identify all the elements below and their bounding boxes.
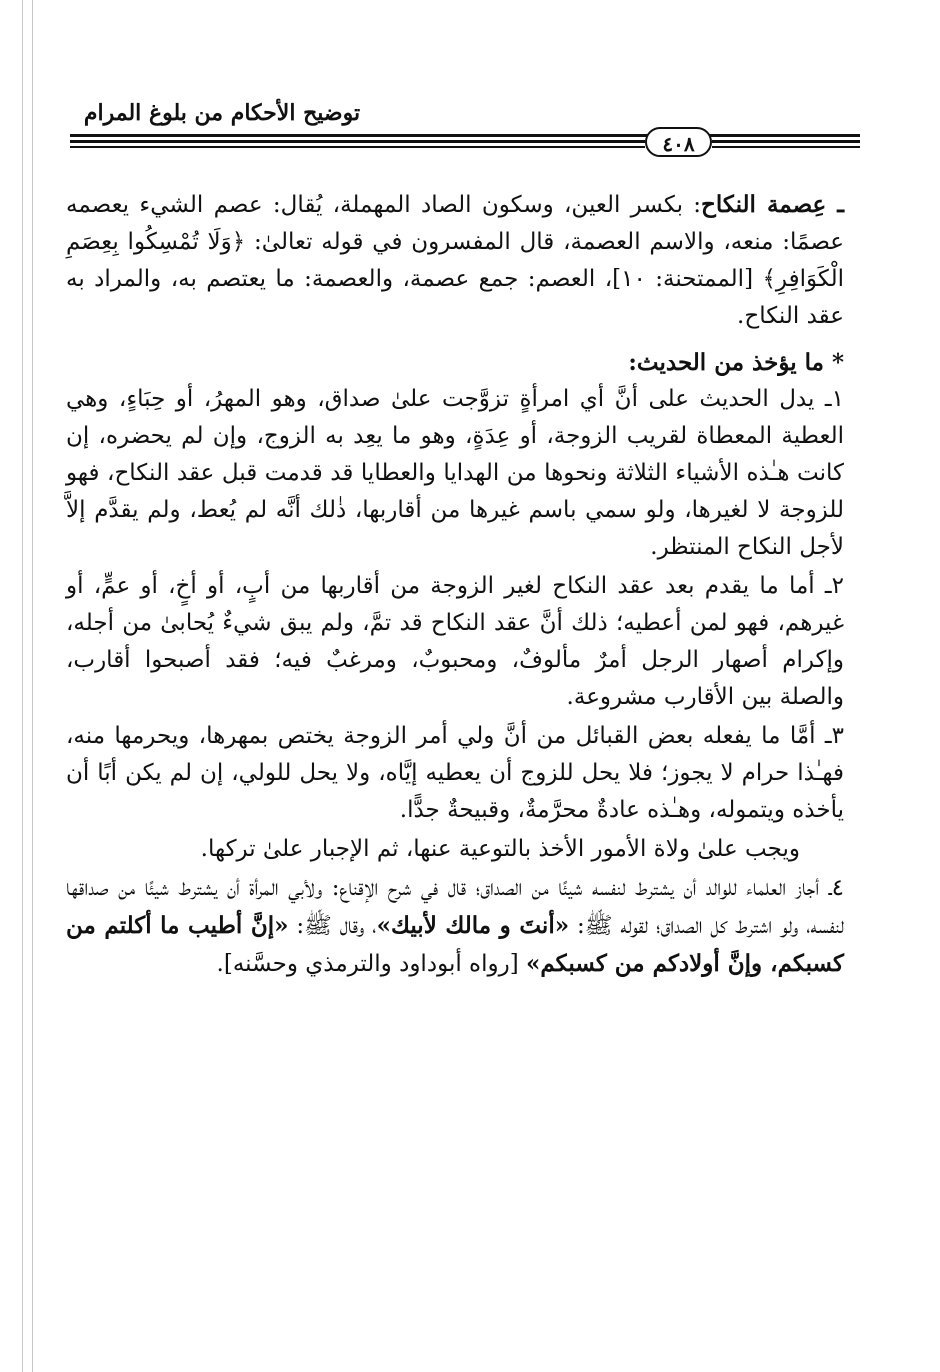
page-edge-left bbox=[22, 0, 23, 1372]
definition-term: ـ عِصمة النكاح bbox=[701, 191, 844, 218]
header-double-rule-right bbox=[712, 140, 860, 148]
item4-text-2: ، وقال ﷺ: bbox=[288, 913, 377, 939]
list-item-2: ٢ـ أما ما يقدم بعد عقد النكاح لغير الزوجة من أقاربها من أبٍ، أو أخٍ، أو عمٍّ، أو غيرهم، فهو لمن أعطيه؛ ذلك أنَّ عقد النكاح قد تمَّ، ولم يبق شيءٌ يُحابىٰ من أجله، وإكرام أصهار الرجل أمرٌ مألوفٌ، ومحبوبٌ، ومرغبٌ فيه؛ فقد أصبحوا أقارب، والصلة بين الأقارب مشروعة. bbox=[66, 573, 844, 710]
hadith-quote-2: «إنَّ أطيب ما أكلتم من كسبكم، وإنَّ أولادكم من كسبكم» bbox=[66, 912, 844, 977]
header-rule bbox=[70, 134, 860, 137]
list-item-4 bbox=[66, 870, 844, 983]
page-body bbox=[66, 186, 844, 983]
running-header-title: توضيح الأحكام من بلوغ المرام bbox=[83, 100, 361, 126]
item4-citation: [رواه أبوداود والترمذي وحسَّنه]. bbox=[216, 951, 526, 977]
list-item-3-continuation: ويجب علىٰ ولاة الأمور الأخذ بالتوعية عنها، ثم الإجبار علىٰ تركها. bbox=[200, 836, 800, 862]
definition-text: : بكسر العين، وسكون الصاد المهملة، يُقال: عصم الشيء يعصمه عصمًا: منعه، والاسم العصمة، قال المفسرون في قوله تعالىٰ: ﴿وَلَا تُمْسِكُوا بِعِصَمِ الْكَوَافِرِ﴾ [الممتحنة: ١٠]، العصم: جمع عصمة، والعصمة: ما يعتصم به، والمراد به عقد النكاح. bbox=[66, 192, 844, 329]
item4-text-1: ٤ـ أجاز العلماء للوالد أن يشترط لنفسه شيئًا من الصداق؛ قال في شرح الإقناع: ولأبي المرأة أن يشترط شيئًا من صداقها لنفسه، ولو اشترط كل الصداق؛ لقوله ﷺ: bbox=[66, 875, 845, 939]
hadith-quote-1: «أنتَ و مالك لأبيك» bbox=[376, 912, 570, 939]
definition-paragraph bbox=[66, 186, 844, 335]
page-number: ٤٠٨ bbox=[645, 127, 712, 157]
list-item-3: ٣ـ أمَّا ما يفعله بعض القبائل من أنَّ ولي أمر الزوجة يختص بمهرها، ويحرمها منه، فهـٰذا حرام لا يجوز؛ فلا يحل للزوج أن يعطيه إيَّاه، ولا يحل للولي، إن لم يكن أبًا أن يأخذه ويتموله، وهـٰذه عادةٌ محرَّمةٌ، وقبيحةٌ جدًّا. bbox=[66, 723, 844, 823]
header-double-rule-left bbox=[70, 140, 645, 148]
list-item-1: ١ـ يدل الحديث على أنَّ أي امرأةٍ تزوَّجت علىٰ صداق، وهو المهرُ، أو حِبَاءٍ، وهي العطية المعطاة لقريب الزوجة، أو عِدَةٍ، وهو ما يعِد به الزوج، وإن لم يحضره، إن كانت هـٰذه الأشياء الثلاثة ونحوها من الهدايا والعطايا قد قدمت قبل عقد النكاح، فهو للزوجة لا لغيرها، ولو سمي باسم غيرها من أقاربها، ذٰلك أنَّه لم يُعط، ولم يقدَّم إلاَّ لأجل النكاح المنتظر. bbox=[66, 386, 844, 560]
page-edge-left-inner bbox=[32, 0, 33, 1372]
section-heading: * ما يؤخذ من الحديث: bbox=[628, 349, 844, 376]
